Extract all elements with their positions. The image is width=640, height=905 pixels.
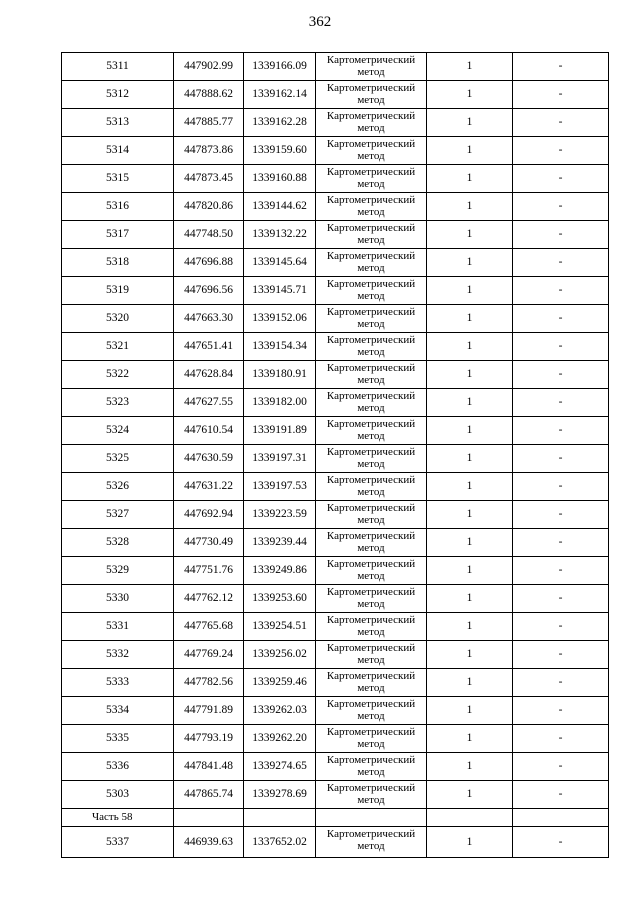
point-id-cell: 5322 [62, 361, 174, 389]
description-cell: - [513, 445, 609, 473]
point-id-cell: 5318 [62, 249, 174, 277]
method-cell [316, 753, 427, 781]
method-line2: метод [357, 486, 385, 498]
method-cell [316, 165, 427, 193]
point-id-cell: 5319 [62, 277, 174, 305]
y-coordinate-cell: 1339239.44 [244, 529, 316, 557]
method-line1: Картометрический [326, 782, 416, 794]
y-coordinate-cell: 1339162.14 [244, 81, 316, 109]
method-line1: Картометрический [326, 278, 416, 290]
method-line1: Картометрический [326, 82, 416, 94]
method-line2: метод [357, 290, 385, 302]
method-cell [316, 193, 427, 221]
y-coordinate-cell: 1339223.59 [244, 501, 316, 529]
table-row [62, 697, 609, 725]
method-line1: Картометрический [326, 828, 416, 840]
point-id-cell: 5333 [62, 669, 174, 697]
method-line1: Картометрический [326, 222, 416, 234]
method-line2: метод [357, 94, 385, 106]
description-cell: - [513, 361, 609, 389]
method-line1: Картометрический [326, 698, 416, 710]
method-cell [316, 669, 427, 697]
point-id-cell: 5337 [62, 827, 174, 858]
method-line1: Картометрический [326, 502, 416, 514]
point-id-cell: 5303 [62, 781, 174, 809]
y-coordinate-cell: 1339159.60 [244, 137, 316, 165]
accuracy-cell: 1 [427, 277, 513, 305]
x-coordinate-cell: 447663.30 [174, 305, 244, 333]
point-id-cell: 5312 [62, 81, 174, 109]
method-line1: Картометрический [326, 250, 416, 262]
description-cell: - [513, 305, 609, 333]
accuracy-cell: 1 [427, 361, 513, 389]
y-coordinate-cell: 1339182.00 [244, 389, 316, 417]
method-line2: метод [357, 766, 385, 778]
method-cell [316, 697, 427, 725]
y-coordinate-cell: 1339154.34 [244, 333, 316, 361]
y-coordinate-cell: 1339166.09 [244, 53, 316, 81]
accuracy-cell: 1 [427, 165, 513, 193]
description-cell: - [513, 781, 609, 809]
point-id-cell: 5311 [62, 53, 174, 81]
description-cell: - [513, 249, 609, 277]
x-coordinate-cell: 447696.88 [174, 249, 244, 277]
accuracy-cell: 1 [427, 585, 513, 613]
description-cell: - [513, 333, 609, 361]
method-line1: Картометрический [326, 586, 416, 598]
table-row [62, 221, 609, 249]
x-coordinate-cell: 447873.45 [174, 165, 244, 193]
y-coordinate-cell: 1339254.51 [244, 613, 316, 641]
table-row [62, 361, 609, 389]
x-coordinate-cell: 447751.76 [174, 557, 244, 585]
method-line2: метод [357, 738, 385, 750]
description-cell: - [513, 641, 609, 669]
point-id-cell: 5313 [62, 109, 174, 137]
accuracy-cell: 1 [427, 473, 513, 501]
method-line2: метод [357, 430, 385, 442]
x-coordinate-cell: 447628.84 [174, 361, 244, 389]
method-cell [316, 473, 427, 501]
table-row [62, 53, 609, 81]
y-coordinate-cell: 1339197.53 [244, 473, 316, 501]
point-id-cell: 5325 [62, 445, 174, 473]
method-line2: метод [357, 234, 385, 246]
description-cell: - [513, 81, 609, 109]
point-id-cell: 5330 [62, 585, 174, 613]
section-row [62, 809, 609, 827]
x-coordinate-cell: 447820.86 [174, 193, 244, 221]
x-coordinate-cell: 447651.41 [174, 333, 244, 361]
table-row [62, 333, 609, 361]
table-row [62, 529, 609, 557]
accuracy-cell: 1 [427, 109, 513, 137]
method-line1: Картометрический [326, 194, 416, 206]
point-id-cell: 5314 [62, 137, 174, 165]
method-line2: метод [357, 710, 385, 722]
accuracy-cell: 1 [427, 445, 513, 473]
accuracy-cell: 1 [427, 137, 513, 165]
method-line2: метод [357, 66, 385, 78]
y-coordinate-cell: 1339197.31 [244, 445, 316, 473]
description-cell: - [513, 473, 609, 501]
x-coordinate-cell: 447885.77 [174, 109, 244, 137]
page-number: 362 [308, 14, 332, 30]
point-id-cell: 5335 [62, 725, 174, 753]
method-cell [316, 109, 427, 137]
accuracy-cell: 1 [427, 753, 513, 781]
y-coordinate-cell: 1339132.22 [244, 221, 316, 249]
table-row [62, 613, 609, 641]
table-row [62, 585, 609, 613]
section-label: Часть 58 [62, 809, 174, 827]
method-cell [316, 305, 427, 333]
description-cell: - [513, 725, 609, 753]
method-line2: метод [357, 570, 385, 582]
table-row [62, 753, 609, 781]
method-line2: метод [357, 514, 385, 526]
accuracy-cell: 1 [427, 669, 513, 697]
method-cell [316, 333, 427, 361]
point-id-cell: 5317 [62, 221, 174, 249]
point-id-cell: 5334 [62, 697, 174, 725]
x-coordinate-cell: 447865.74 [174, 781, 244, 809]
method-line2: метод [357, 262, 385, 274]
table-row [62, 725, 609, 753]
method-cell [316, 557, 427, 585]
y-coordinate-cell: 1339256.02 [244, 641, 316, 669]
table-row [62, 641, 609, 669]
method-line1: Картометрический [326, 306, 416, 318]
method-line2: метод [357, 682, 385, 694]
point-id-cell: 5331 [62, 613, 174, 641]
table-row [62, 249, 609, 277]
y-coordinate-cell: 1339278.69 [244, 781, 316, 809]
y-coordinate-cell: 1339262.03 [244, 697, 316, 725]
x-coordinate-cell: 447769.24 [174, 641, 244, 669]
x-coordinate-cell: 447696.56 [174, 277, 244, 305]
table-row [62, 305, 609, 333]
method-line2: метод [357, 178, 385, 190]
method-line1: Картометрический [326, 670, 416, 682]
y-coordinate-cell: 1339144.62 [244, 193, 316, 221]
x-coordinate-cell: 447888.62 [174, 81, 244, 109]
accuracy-cell: 1 [427, 529, 513, 557]
method-line2: метод [357, 206, 385, 218]
accuracy-cell: 1 [427, 81, 513, 109]
x-coordinate-cell: 447782.56 [174, 669, 244, 697]
description-cell: - [513, 277, 609, 305]
method-cell [316, 361, 427, 389]
y-coordinate-cell: 1339259.46 [244, 669, 316, 697]
point-id-cell: 5332 [62, 641, 174, 669]
table-row [62, 193, 609, 221]
y-coordinate-cell: 1339249.86 [244, 557, 316, 585]
method-cell [316, 501, 427, 529]
method-cell [316, 81, 427, 109]
method-line1: Картометрический [326, 334, 416, 346]
method-cell [316, 725, 427, 753]
table-row [62, 473, 609, 501]
x-coordinate-cell: 447902.99 [174, 53, 244, 81]
point-id-cell: 5320 [62, 305, 174, 333]
point-id-cell: 5328 [62, 529, 174, 557]
y-coordinate-cell: 1339253.60 [244, 585, 316, 613]
description-cell: - [513, 529, 609, 557]
table-row [62, 417, 609, 445]
method-line1: Картометрический [326, 530, 416, 542]
accuracy-cell: 1 [427, 249, 513, 277]
accuracy-cell: 1 [427, 725, 513, 753]
method-cell [316, 529, 427, 557]
method-line1: Картометрический [326, 754, 416, 766]
description-cell: - [513, 585, 609, 613]
empty-cell [316, 809, 427, 827]
method-cell [316, 641, 427, 669]
method-line1: Картометрический [326, 110, 416, 122]
accuracy-cell: 1 [427, 305, 513, 333]
description-cell: - [513, 221, 609, 249]
y-coordinate-cell: 1339145.71 [244, 277, 316, 305]
accuracy-cell: 1 [427, 221, 513, 249]
method-cell [316, 781, 427, 809]
x-coordinate-cell: 447631.22 [174, 473, 244, 501]
x-coordinate-cell: 447873.86 [174, 137, 244, 165]
empty-cell [174, 809, 244, 827]
method-line2: метод [357, 318, 385, 330]
method-cell [316, 585, 427, 613]
table-row [62, 669, 609, 697]
method-line1: Картометрический [326, 418, 416, 430]
x-coordinate-cell: 447793.19 [174, 725, 244, 753]
x-coordinate-cell: 447762.12 [174, 585, 244, 613]
accuracy-cell: 1 [427, 781, 513, 809]
method-cell [316, 389, 427, 417]
method-line2: метод [357, 654, 385, 666]
point-id-cell: 5324 [62, 417, 174, 445]
table-row [62, 137, 609, 165]
description-cell: - [513, 827, 609, 858]
point-id-cell: 5326 [62, 473, 174, 501]
method-line2: метод [357, 598, 385, 610]
point-id-cell: 5323 [62, 389, 174, 417]
method-line1: Картометрический [326, 642, 416, 654]
method-cell [316, 277, 427, 305]
description-cell: - [513, 193, 609, 221]
method-line1: Картометрический [326, 138, 416, 150]
empty-cell [427, 809, 513, 827]
accuracy-cell: 1 [427, 641, 513, 669]
method-line2: метод [357, 542, 385, 554]
method-line1: Картометрический [326, 558, 416, 570]
y-coordinate-cell: 1339191.89 [244, 417, 316, 445]
point-id-cell: 5329 [62, 557, 174, 585]
description-cell: - [513, 137, 609, 165]
method-line1: Картометрический [326, 362, 416, 374]
method-cell [316, 249, 427, 277]
method-cell [316, 445, 427, 473]
point-id-cell: 5327 [62, 501, 174, 529]
x-coordinate-cell: 447841.48 [174, 753, 244, 781]
accuracy-cell: 1 [427, 697, 513, 725]
method-cell [316, 417, 427, 445]
method-line1: Картометрический [326, 166, 416, 178]
point-id-cell: 5315 [62, 165, 174, 193]
x-coordinate-cell: 447748.50 [174, 221, 244, 249]
description-cell: - [513, 165, 609, 193]
table-row [62, 501, 609, 529]
y-coordinate-cell: 1339152.06 [244, 305, 316, 333]
method-cell [316, 221, 427, 249]
y-coordinate-cell: 1337652.02 [244, 827, 316, 858]
method-line2: метод [357, 626, 385, 638]
x-coordinate-cell: 447730.49 [174, 529, 244, 557]
table-row [62, 557, 609, 585]
method-line2: метод [357, 794, 385, 806]
description-cell: - [513, 389, 609, 417]
method-line1: Картометрический [326, 474, 416, 486]
x-coordinate-cell: 447610.54 [174, 417, 244, 445]
table-row [62, 81, 609, 109]
table-row [62, 389, 609, 417]
table-row [62, 165, 609, 193]
accuracy-cell: 1 [427, 53, 513, 81]
x-coordinate-cell: 446939.63 [174, 827, 244, 858]
table-row [62, 445, 609, 473]
method-line1: Картометрический [326, 390, 416, 402]
x-coordinate-cell: 447627.55 [174, 389, 244, 417]
description-cell: - [513, 697, 609, 725]
table-row [62, 109, 609, 137]
table-row [62, 827, 609, 858]
x-coordinate-cell: 447692.94 [174, 501, 244, 529]
description-cell: - [513, 109, 609, 137]
description-cell: - [513, 613, 609, 641]
point-id-cell: 5336 [62, 753, 174, 781]
method-cell [316, 613, 427, 641]
description-cell: - [513, 557, 609, 585]
point-id-cell: 5316 [62, 193, 174, 221]
description-cell: - [513, 753, 609, 781]
table-row [62, 781, 609, 809]
coordinates-table-body [62, 53, 609, 858]
coordinates-table [61, 52, 609, 858]
y-coordinate-cell: 1339180.91 [244, 361, 316, 389]
description-cell: - [513, 501, 609, 529]
method-line2: метод [357, 346, 385, 358]
description-cell: - [513, 53, 609, 81]
accuracy-cell: 1 [427, 501, 513, 529]
method-line1: Картометрический [326, 54, 416, 66]
x-coordinate-cell: 447791.89 [174, 697, 244, 725]
method-line2: метод [357, 122, 385, 134]
method-line2: метод [357, 374, 385, 386]
method-cell [316, 827, 427, 858]
method-line1: Картометрический [326, 726, 416, 738]
method-line2: метод [357, 458, 385, 470]
y-coordinate-cell: 1339145.64 [244, 249, 316, 277]
description-cell: - [513, 669, 609, 697]
y-coordinate-cell: 1339162.28 [244, 109, 316, 137]
accuracy-cell: 1 [427, 827, 513, 858]
table-row [62, 277, 609, 305]
method-cell [316, 53, 427, 81]
empty-cell [244, 809, 316, 827]
method-line2: метод [357, 840, 385, 852]
y-coordinate-cell: 1339262.20 [244, 725, 316, 753]
y-coordinate-cell: 1339274.65 [244, 753, 316, 781]
method-line1: Картометрический [326, 446, 416, 458]
accuracy-cell: 1 [427, 389, 513, 417]
accuracy-cell: 1 [427, 417, 513, 445]
method-cell [316, 137, 427, 165]
point-id-cell: 5321 [62, 333, 174, 361]
accuracy-cell: 1 [427, 613, 513, 641]
empty-cell [513, 809, 609, 827]
method-line2: метод [357, 402, 385, 414]
method-line1: Картометрический [326, 614, 416, 626]
x-coordinate-cell: 447630.59 [174, 445, 244, 473]
accuracy-cell: 1 [427, 557, 513, 585]
method-line2: метод [357, 150, 385, 162]
accuracy-cell: 1 [427, 333, 513, 361]
x-coordinate-cell: 447765.68 [174, 613, 244, 641]
accuracy-cell: 1 [427, 193, 513, 221]
y-coordinate-cell: 1339160.88 [244, 165, 316, 193]
description-cell: - [513, 417, 609, 445]
